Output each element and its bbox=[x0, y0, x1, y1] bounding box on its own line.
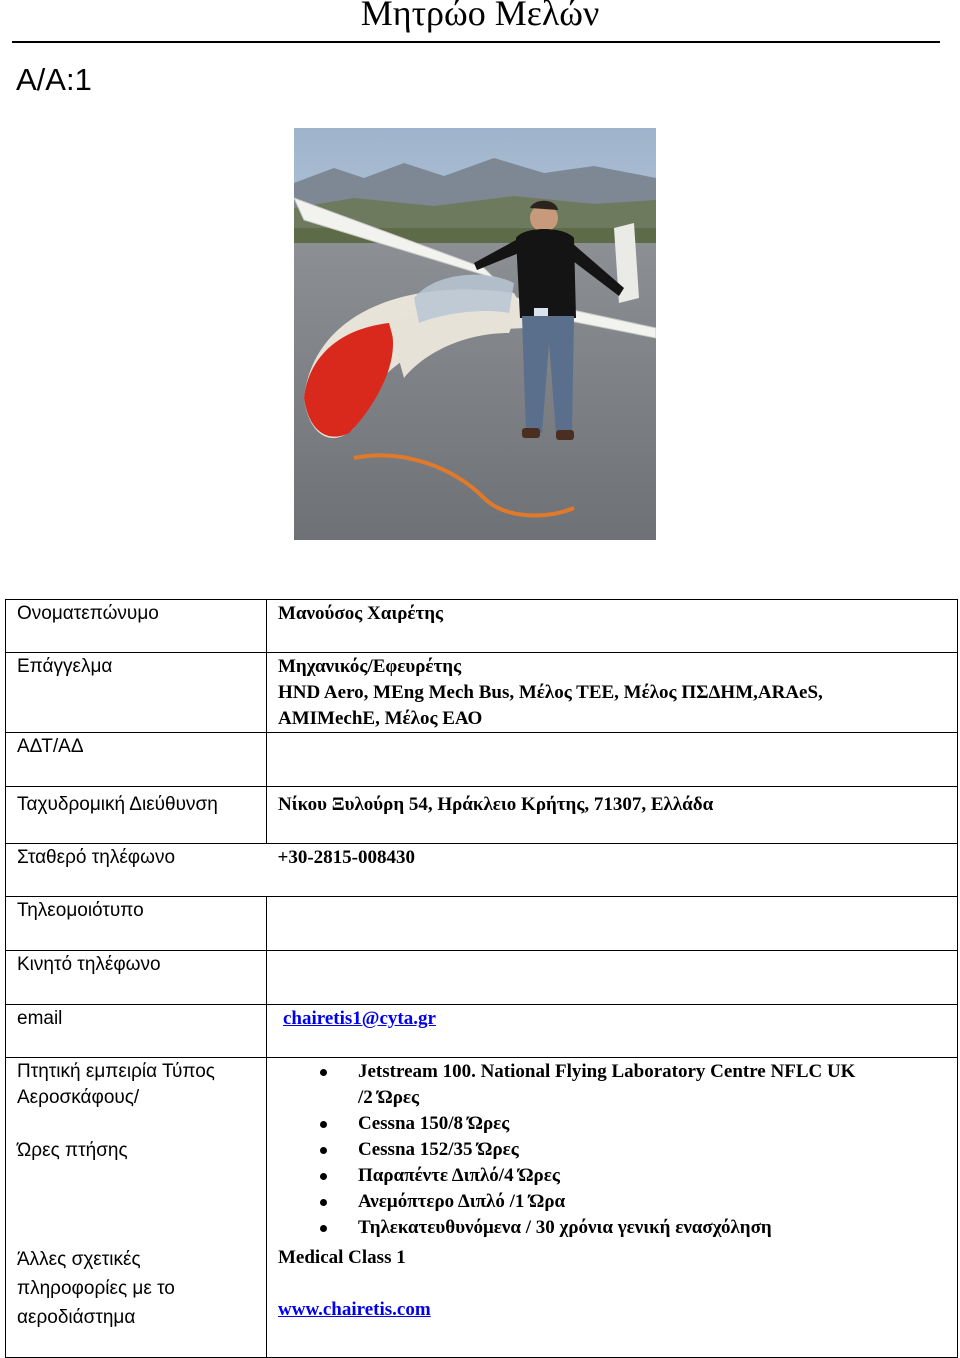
label-profession: Επάγγελμα bbox=[6, 653, 267, 733]
value-email bbox=[267, 1005, 958, 1058]
other-label-line-3: αεροδιάστημα bbox=[17, 1307, 136, 1328]
value-fax bbox=[267, 897, 958, 951]
label-id-card: ΑΔΤ/ΑΔ bbox=[6, 733, 267, 787]
profession-line-2: HND Aero, MEng Mech Bus, Μέλος ΤΕΕ, Μέλος ΠΣΔΗΜ,ARAeS, bbox=[278, 682, 823, 703]
experience-item: Cessna 150/8 Ώρες bbox=[278, 1111, 957, 1137]
experience-item: Cessna 152/35 Ώρες bbox=[278, 1137, 957, 1163]
medical-class: Medical Class 1 bbox=[278, 1247, 406, 1268]
label-mobile: Κινητό τηλέφωνο bbox=[6, 951, 267, 1005]
label-other-info bbox=[6, 1244, 267, 1358]
other-label-line-2: πληροφορίες με το bbox=[17, 1278, 175, 1299]
row-fax bbox=[6, 897, 958, 951]
value-experience bbox=[267, 1058, 958, 1245]
row-landline bbox=[6, 844, 958, 897]
row-email bbox=[6, 1005, 958, 1058]
experience-item: Ανεμόπτερο Διπλό /1 Ώρα bbox=[278, 1189, 957, 1215]
label-address: Ταχυδρομική Διεύθυνση bbox=[6, 787, 267, 844]
value-address: Νίκου Ξυλούρη 54, Ηράκλειο Κρήτης, 71307, Ελλάδα bbox=[267, 787, 958, 844]
member-info-table bbox=[5, 599, 958, 1358]
row-other-info bbox=[6, 1244, 958, 1358]
value-other-info bbox=[267, 1244, 958, 1358]
record-number: Α/Α:1 bbox=[16, 62, 92, 97]
profession-line-3: AMIMechE, Μέλος ΕΑΟ bbox=[278, 708, 483, 729]
row-id-card bbox=[6, 733, 958, 787]
experience-item: Παραπέντε Διπλό/4 Ώρες bbox=[278, 1163, 957, 1189]
experience-item bbox=[278, 1059, 957, 1111]
value-name: Μανούσος Χαιρέτης bbox=[267, 600, 958, 653]
row-address bbox=[6, 787, 958, 844]
label-email: email bbox=[6, 1005, 267, 1058]
row-mobile bbox=[6, 951, 958, 1005]
email-link[interactable]: chairetis1@cyta.gr bbox=[283, 1008, 436, 1029]
member-photo bbox=[294, 128, 656, 540]
value-landline: +30-2815-008430 bbox=[267, 844, 958, 897]
page-title: Μητρώο Μελών bbox=[360, 0, 600, 33]
label-experience bbox=[6, 1058, 267, 1245]
label-name: Ονοματεπώνυμο bbox=[6, 600, 267, 653]
value-mobile bbox=[267, 951, 958, 1005]
experience-list bbox=[278, 1059, 957, 1241]
row-name bbox=[6, 600, 958, 653]
label-fax: Τηλεομοιότυπο bbox=[6, 897, 267, 951]
value-profession bbox=[267, 653, 958, 733]
title-underline bbox=[12, 41, 940, 43]
row-profession bbox=[6, 653, 958, 733]
experience-item-text-cont: /2 Ώρες bbox=[358, 1087, 420, 1108]
experience-item-text: Jetstream 100. National Flying Laboratory Centre NFLC UK bbox=[358, 1061, 856, 1082]
glider-photo-illustration bbox=[294, 128, 656, 540]
website-row bbox=[278, 1297, 957, 1323]
experience-label-line-3: Ώρες πτήσης bbox=[17, 1140, 128, 1161]
other-label-line-1: Άλλες σχετικές bbox=[17, 1249, 141, 1270]
profession-line-1: Μηχανικός/Εφευρέτης bbox=[278, 656, 462, 677]
experience-label-line-2: Αεροσκάφους/ bbox=[17, 1087, 140, 1108]
row-experience bbox=[6, 1058, 958, 1245]
experience-label-line-1: Πτητική εμπειρία Τύπος bbox=[17, 1061, 215, 1082]
experience-item: Τηλεκατευθυνόμενα / 30 χρόνια γενική ενασχόληση bbox=[278, 1215, 957, 1241]
value-id-card bbox=[267, 733, 958, 787]
label-landline: Σταθερό τηλέφωνο bbox=[6, 844, 267, 897]
website-link[interactable]: www.chairetis.com bbox=[278, 1299, 431, 1320]
